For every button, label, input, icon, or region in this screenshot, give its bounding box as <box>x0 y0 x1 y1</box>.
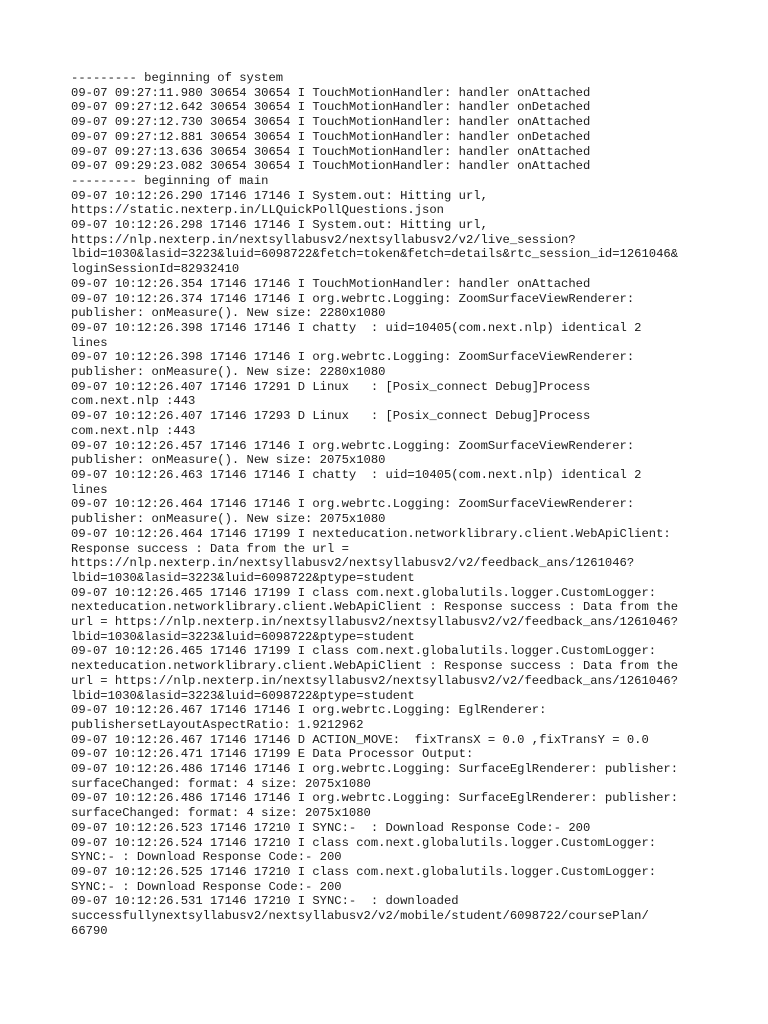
log-line: lbid=1030&lasid=3223&luid=6098722&fetch=token&fetch=details&rtc_session_id=1261046& <box>71 247 679 262</box>
log-line: 09-07 10:12:26.354 17146 17146 I TouchMotionHandler: handler onAttached <box>71 276 591 291</box>
log-line: publisher: onMeasure(). New size: 2075x1080 <box>71 512 386 527</box>
log-line: 09-07 10:12:26.398 17146 17146 I chatty : uid=10405(com.next.nlp) identical 2 <box>71 320 642 335</box>
log-line: nexteducation.networklibrary.client.WebApiClient : Response success : Data from the <box>71 600 679 615</box>
log-line: 66790 <box>71 923 108 938</box>
log-line: 09-07 10:12:26.464 17146 17199 I nexteducation.networklibrary.client.WebApiClient: <box>71 526 671 541</box>
log-line: https://nlp.nexterp.in/nextsyllabusv2/nextsyllabusv2/v2/feedback_ans/1261046? <box>71 556 635 571</box>
log-line: lines <box>71 335 108 350</box>
log-line: 09-07 10:12:26.524 17146 17210 I class com.next.globalutils.logger.CustomLogger: <box>71 835 657 850</box>
log-text <box>71 71 711 938</box>
log-line: lbid=1030&lasid=3223&luid=6098722&ptype=student <box>71 688 415 703</box>
log-line: 09-07 10:12:26.457 17146 17146 I org.webrtc.Logging: ZoomSurfaceViewRenderer: <box>71 438 635 453</box>
log-line: 09-07 10:12:26.523 17146 17210 I SYNC:- : Download Response Code:- 200 <box>71 820 591 835</box>
log-line: https://static.nexterp.in/LLQuickPollQuestions.json <box>71 203 444 218</box>
log-line: lbid=1030&lasid=3223&luid=6098722&ptype=student <box>71 570 415 585</box>
log-line: 09-07 09:27:12.642 30654 30654 I TouchMotionHandler: handler onDetached <box>71 100 591 115</box>
log-line: surfaceChanged: format: 4 size: 2075x1080 <box>71 806 371 821</box>
log-line: com.next.nlp :443 <box>71 394 196 409</box>
log-line: loginSessionId=82932410 <box>71 262 240 277</box>
log-line: publisher: onMeasure(). New size: 2280x1080 <box>71 306 386 321</box>
log-line: 09-07 10:12:26.407 17146 17291 D Linux : [Posix_connect Debug]Process <box>71 379 591 394</box>
log-line: 09-07 10:12:26.464 17146 17146 I org.webrtc.Logging: ZoomSurfaceViewRenderer: <box>71 497 635 512</box>
log-line: SYNC:- : Download Response Code:- 200 <box>71 850 342 865</box>
log-line: 09-07 09:27:13.636 30654 30654 I TouchMotionHandler: handler onAttached <box>71 144 591 159</box>
log-line: lbid=1030&lasid=3223&luid=6098722&ptype=student <box>71 629 415 644</box>
log-line: https://nlp.nexterp.in/nextsyllabusv2/nextsyllabusv2/v2/live_session? <box>71 232 576 247</box>
log-line: 09-07 09:27:12.881 30654 30654 I TouchMotionHandler: handler onDetached <box>71 129 591 144</box>
log-line: 09-07 10:12:26.467 17146 17146 D ACTION_MOVE: fixTransX = 0.0 ,fixTransY = 0.0 <box>71 732 649 747</box>
log-line: 09-07 10:12:26.465 17146 17199 I class com.next.globalutils.logger.CustomLogger: <box>71 585 657 600</box>
log-line: 09-07 10:12:26.398 17146 17146 I org.webrtc.Logging: ZoomSurfaceViewRenderer: <box>71 350 635 365</box>
log-line: successfullynextsyllabusv2/nextsyllabusv2/v2/mobile/student/6098722/coursePlan/ <box>71 909 649 924</box>
log-line: url = https://nlp.nexterp.in/nextsyllabusv2/nextsyllabusv2/v2/feedback_ans/1261046? <box>71 615 679 630</box>
log-line: 09-07 09:27:11.980 30654 30654 I TouchMotionHandler: handler onAttached <box>71 85 591 100</box>
log-line: 09-07 09:29:23.082 30654 30654 I TouchMotionHandler: handler onAttached <box>71 159 591 174</box>
log-line: 09-07 10:12:26.486 17146 17146 I org.webrtc.Logging: SurfaceEglRenderer: publisher: <box>71 791 679 806</box>
log-line: Response success : Data from the url = <box>71 541 349 556</box>
log-line: publisher: onMeasure(). New size: 2075x1080 <box>71 453 386 468</box>
log-line: 09-07 10:12:26.531 17146 17210 I SYNC:- : downloaded <box>71 894 459 909</box>
log-line: SYNC:- : Download Response Code:- 200 <box>71 879 342 894</box>
log-line: nexteducation.networklibrary.client.WebApiClient : Response success : Data from the <box>71 659 679 674</box>
log-line: publishersetLayoutAspectRatio: 1.9212962 <box>71 717 364 732</box>
log-line: 09-07 10:12:26.486 17146 17146 I org.webrtc.Logging: SurfaceEglRenderer: publisher: <box>71 762 679 777</box>
log-line: surfaceChanged: format: 4 size: 2075x1080 <box>71 776 371 791</box>
log-line: com.next.nlp :443 <box>71 423 196 438</box>
log-line: 09-07 10:12:26.407 17146 17293 D Linux : [Posix_connect Debug]Process <box>71 409 591 424</box>
log-line: 09-07 10:12:26.298 17146 17146 I System.out: Hitting url, <box>71 218 488 233</box>
log-line: publisher: onMeasure(). New size: 2280x1080 <box>71 365 386 380</box>
log-line: --------- beginning of system <box>71 71 284 85</box>
log-line: lines <box>71 482 108 497</box>
log-line: 09-07 10:12:26.471 17146 17199 E Data Processor Output: <box>71 747 474 762</box>
log-line: 09-07 10:12:26.463 17146 17146 I chatty : uid=10405(com.next.nlp) identical 2 <box>71 467 642 482</box>
log-line: 09-07 10:12:26.290 17146 17146 I System.out: Hitting url, <box>71 188 488 203</box>
log-line: 09-07 10:12:26.465 17146 17199 I class com.next.globalutils.logger.CustomLogger: <box>71 644 657 659</box>
log-line: url = https://nlp.nexterp.in/nextsyllabusv2/nextsyllabusv2/v2/feedback_ans/1261046? <box>71 673 679 688</box>
log-line: 09-07 10:12:26.467 17146 17146 I org.webrtc.Logging: EglRenderer: <box>71 703 547 718</box>
log-line: --------- beginning of main <box>71 173 269 188</box>
log-line: 09-07 09:27:12.730 30654 30654 I TouchMotionHandler: handler onAttached <box>71 115 591 130</box>
log-line: 09-07 10:12:26.525 17146 17210 I class com.next.globalutils.logger.CustomLogger: <box>71 864 657 879</box>
log-line: 09-07 10:12:26.374 17146 17146 I org.webrtc.Logging: ZoomSurfaceViewRenderer: <box>71 291 635 306</box>
